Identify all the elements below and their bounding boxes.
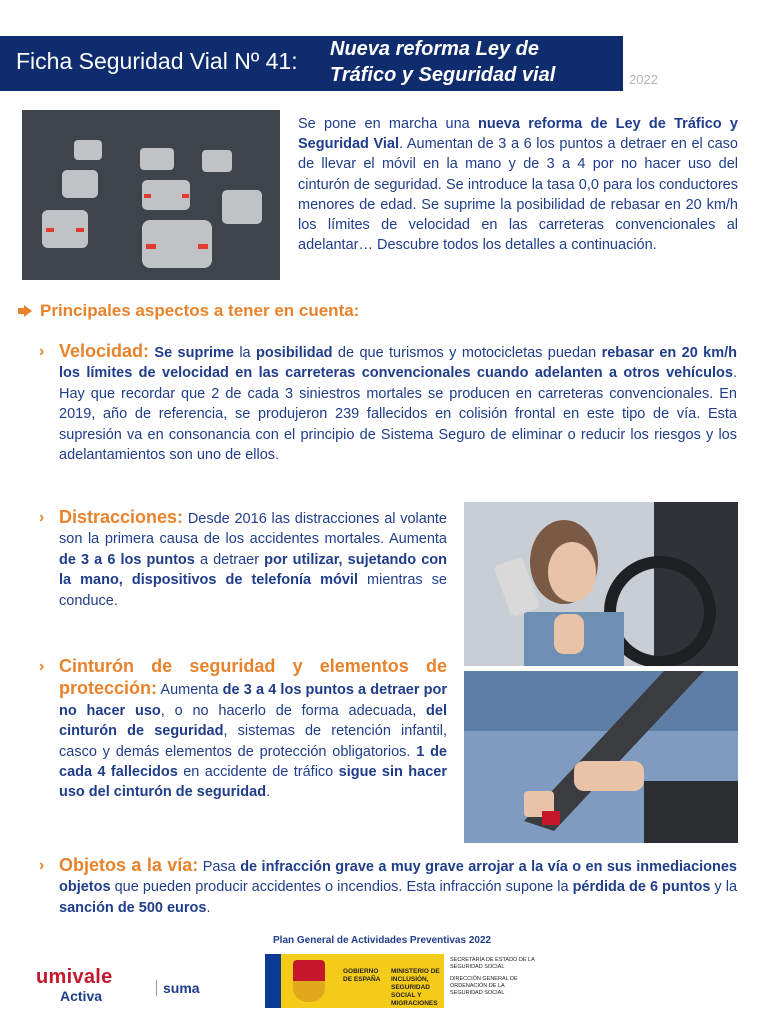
footer-plan: Plan General de Actividades Preventivas 2022 [273, 935, 492, 946]
item-title: Cinturón de seguridad y elementos de protección: [59, 656, 447, 699]
item-bold: Se suprime [154, 345, 234, 361]
item-bold: de 3 a 6 los puntos [59, 551, 195, 568]
item-text: , o no hacerlo de forma adecuada, [160, 702, 427, 719]
umivale-logo [36, 966, 148, 1010]
item-cinturon [39, 656, 448, 803]
section-heading [18, 301, 359, 321]
chevron-right-icon: › [39, 658, 45, 675]
item-text: Aumenta [157, 682, 223, 699]
item-text: Desde 2016 las distracciones al volante son la primera causa de los accidentes mortales. Aumenta [59, 511, 447, 548]
chevron-right-icon: › [39, 509, 45, 526]
item-distracciones [39, 507, 448, 611]
header-title-left: Ficha Seguridad Vial Nº 41: [16, 48, 298, 74]
item-title: Objetos a la vía: [59, 855, 199, 875]
item-text: de que turismos y motocicletas puedan [332, 345, 602, 361]
intro-text: Se pone en marcha una [298, 116, 479, 132]
phone-driver-photo [464, 502, 738, 666]
item-text: y la [710, 879, 738, 896]
item-title: Velocidad: [59, 341, 150, 361]
item-bold: rebasar en 20 km/h los límites de velocidad en las carreteras convencionales cuando adelanten a otros vehículos [59, 345, 738, 382]
item-text: , sistemas de retención infantil, casco y demás elementos de protección obligatorios. [59, 723, 447, 760]
item-text: Pasa [198, 859, 241, 875]
header-title-line1: Nueva reforma Ley de [330, 38, 539, 60]
item-bold: del cinturón de seguridad [59, 702, 447, 740]
item-text: que pueden producir accidentes o incendios. Esta infracción supone la [110, 879, 573, 896]
gov-yellow-panel [281, 954, 444, 1008]
seatbelt-photo [464, 671, 738, 843]
eu-flag-strip [265, 954, 281, 1008]
item-text: la [233, 345, 257, 361]
header-title-right [330, 36, 555, 88]
item-text: . [266, 784, 271, 801]
intro-paragraph [298, 114, 738, 255]
item-velocidad [39, 341, 738, 465]
item-text: . Hay que recordar que 2 de cada 3 siniestros mortales se producen en carreteras convencionales. En 2019, año de referencia, se produjeron 239 fallecidos en colisión frontal en este tipo de vía. Esta supresión va en consonancia con el principio de Sistema Seguro de eliminar o reducir los riesgos y los adelantamientos son uno de ellos. [59, 365, 737, 464]
suma-logo: suma [156, 980, 200, 996]
item-bold: pérdida de 6 puntos [572, 879, 711, 896]
direccion-label: DIRECCIÓN GENERAL DE ORDENACIÓN DE LA SEGURIDAD SOCIAL [450, 976, 518, 996]
section-heading-text: Principales aspectos a tener en cuenta: [40, 301, 360, 320]
item-text: a detraer [194, 551, 265, 568]
item-text: mientras se conduce. [59, 572, 447, 609]
item-text: en accidente de tráfico [177, 764, 339, 781]
item-bold: sanción de 500 euros [59, 899, 207, 916]
item-title: Distracciones: [59, 507, 184, 527]
umivale-activa: Activa [60, 988, 103, 1004]
traffic-photo [22, 110, 280, 280]
item-objetos [39, 855, 738, 918]
gobierno-label: GOBIERNO DE ESPAÑA [343, 968, 381, 983]
umivale-name: umivale [36, 966, 113, 988]
item-bold: 1 de cada 4 fallecidos [59, 743, 448, 781]
government-logo-block [265, 954, 537, 1008]
header-year: 2022 [629, 72, 658, 87]
secretaria-label: SECRETARÍA DE ESTADO DE LA SEGURIDAD SOCIAL [450, 957, 535, 970]
item-bold: posibilidad [256, 345, 333, 361]
gov-white-panel [444, 954, 537, 1008]
item-bold: por utilizar, sujetando con la mano, dispositivos de telefonía móvil [59, 551, 448, 589]
item-bold: de infracción grave a muy grave arrojar a la vía o en sus inmediaciones objetos [59, 859, 737, 896]
ministerio-label: MINISTERIO DE INCLUSIÓN, SEGURIDAD SOCIAL Y MIGRACIONES [391, 968, 440, 1007]
arrow-right-icon [18, 305, 32, 317]
intro-text: . Aumentan de 3 a 6 los puntos a detraer en el caso de llevar el móvil en la mano y de 3 a 4 por no hacer uso del cinturón de seguridad. Se introduce la tasa 0,0 para los conductores menores de edad. Se suprime la posibilidad de rebasar en 20 km/h los límites de velocidad en las carreteras convencionales al adelantar… Descubre todos los detalles a continuación. [298, 136, 738, 254]
header-title-line2: Tráfico y Seguridad vial [330, 64, 556, 86]
corner-decoration [625, 901, 768, 1024]
spain-crest-icon [293, 960, 325, 1002]
item-bold: sigue sin hacer uso del cinturón de seguridad [59, 764, 447, 801]
chevron-right-icon: › [39, 857, 45, 874]
chevron-right-icon: › [39, 343, 45, 360]
intro-bold: nueva reforma de Ley de Tráfico y Seguridad Vial [298, 116, 738, 153]
item-text: . [206, 899, 211, 916]
item-bold: de 3 a 4 los puntos a detraer por no hacer uso [59, 682, 447, 719]
